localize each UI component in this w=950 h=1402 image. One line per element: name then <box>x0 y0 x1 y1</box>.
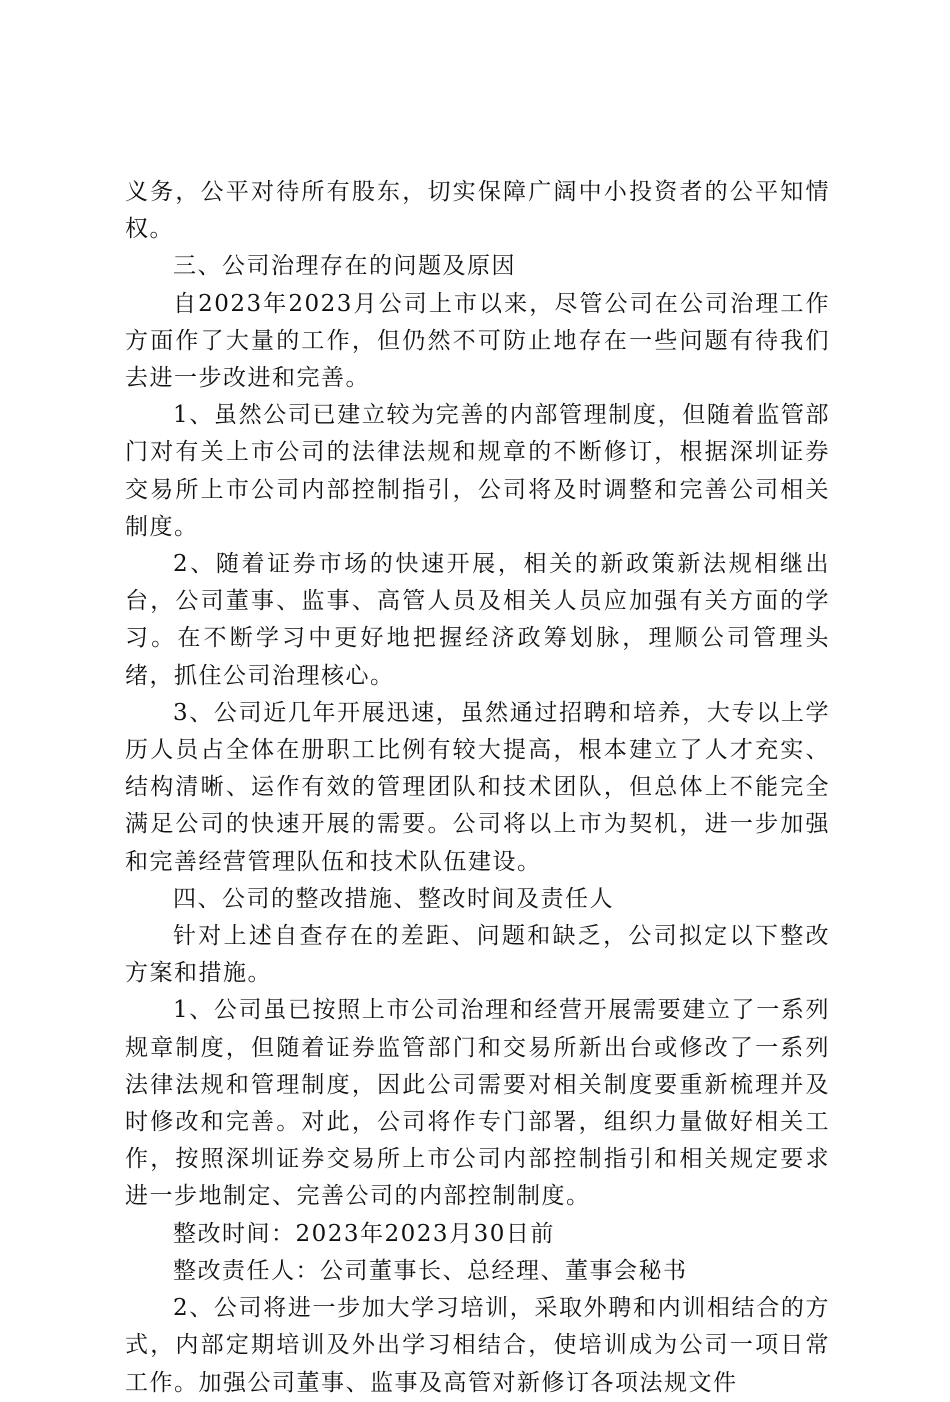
measure-item-2: 2、公司将进一步加大学习培训，采取外聘和内训相结合的方式，内部定期培训及外出学习相结合，使培训成为公司一项日常工作。加强公司董事、监事及高管对新修订各项法规文件 <box>125 1295 830 1396</box>
paragraph-intro: 自2023年2023月公司上市以来，尽管公司在公司治理工作方面作了大量的工作，但仍然不可防止地存在一些问题有待我们去进一步改进和完善。 <box>125 290 830 392</box>
rectification-time: 整改时间：2023年2023月30日前 <box>173 1220 555 1247</box>
problem-item-3: 3、公司近几年开展迅速，虽然通过招聘和培养，大专以上学历人员占全体在册职工比例有较大提高，根本建立了人才充实、结构清晰、运作有效的管理团队和技术团队，但总体上不能完全满足公司的快速开展的需要。公司将以上市为契机，进一步加强和完善经营管理队伍和技术队伍建设。 <box>125 699 830 875</box>
document-body <box>125 174 830 1402</box>
paragraph-continuation: 义务，公平对待所有股东，切实保障广阔中小投资者的公平知情权。 <box>125 179 830 243</box>
problem-item-2: 2、随着证券市场的快速开展，相关的新政策新法规相继出台，公司董事、监事、高管人员及相关人员应加强有关方面的学习。在不断学习中更好地把握经济政筹划脉，理顺公司管理头绪，抓住公司治理核心。 <box>125 551 830 689</box>
section-heading-3: 三、公司治理存在的问题及原因 <box>173 253 516 280</box>
responsible-person: 整改责任人：公司董事长、总经理、董事会秘书 <box>173 1257 688 1284</box>
problem-item-1: 1、虽然公司已建立较为完善的内部管理制度，但随着监管部门对有关上市公司的法律法规和规章的不断修订，根据深圳证券交易所上市公司内部控制指引，公司将及时调整和完善公司相关制度。 <box>125 402 830 540</box>
section-heading-4: 四、公司的整改措施、整改时间及责任人 <box>173 885 614 912</box>
paragraph-measures-intro: 针对上述自查存在的差距、问题和缺乏，公司拟定以下整改方案和措施。 <box>125 923 830 987</box>
measure-item-1: 1、公司虽已按照上市公司治理和经营开展需要建立了一系列规章制度，但随着证券监管部门和交易所新出台或修改了一系列法律法规和管理制度，因此公司需要对相关制度要重新梳理并及时修改和完善。对此，公司将作专门部署，组织力量做好相关工作，按照深圳证券交易所上市公司内部控制指引和相关规定要求进一步地制定、完善公司的内部控制制度。 <box>125 997 830 1210</box>
